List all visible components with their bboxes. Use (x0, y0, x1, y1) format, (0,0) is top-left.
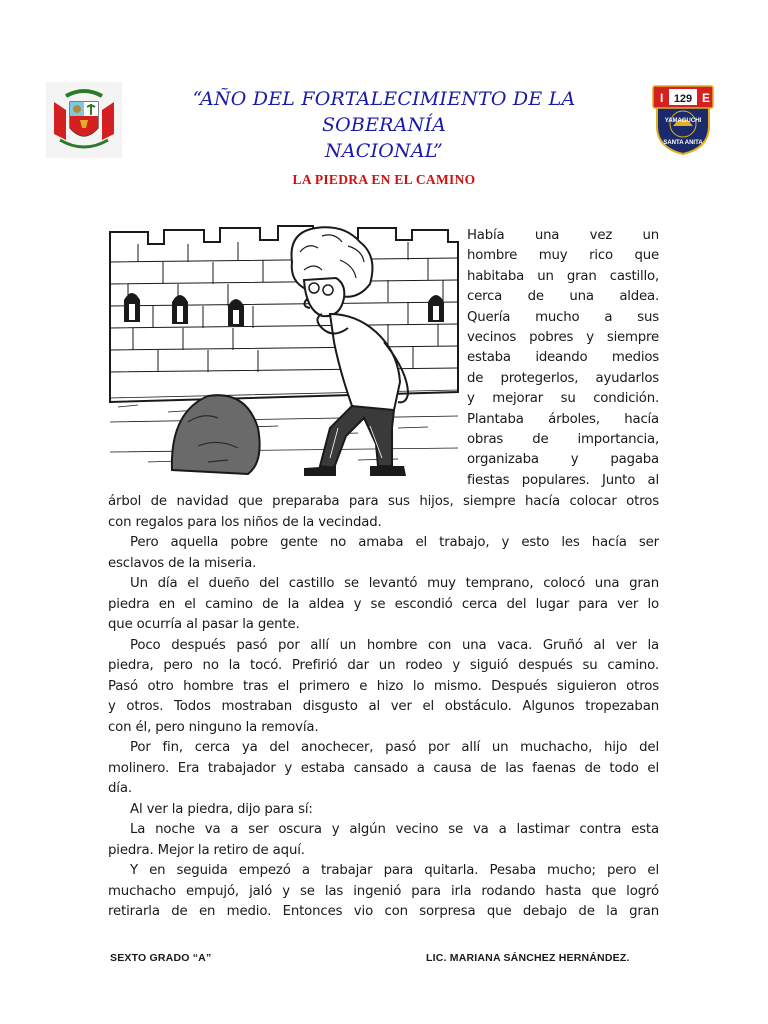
footer-teacher: LIC. MARIANA SÁNCHEZ HERNÁNDEZ. (426, 952, 630, 964)
body-text-line: La noche va a ser oscura y algún vecino se va a lastimar contra esta (130, 822, 659, 837)
side-text-line: estaba ideando medios (467, 350, 659, 366)
side-text-line: y mejorar su condición. (467, 391, 659, 407)
footer-grade: SEXTO GRADO “A” (110, 952, 212, 964)
side-text-line: habitaba un gran castillo, (467, 268, 659, 284)
body-text-line: molinero. Era trabajador y estaba cansado a causa de las faenas de todo el (108, 760, 659, 776)
motto-line-2: NACIONAL” (325, 140, 443, 162)
body-text-line: muchacho empujó, jaló y se las ingenió para irla rodando hasta que logró (108, 883, 659, 899)
body-text-line: con regalos para los niños de la vecindad. (108, 514, 382, 530)
body-text-line: Y en seguida empezó a trabajar para quitarla. Pesaba mucho; pero el (130, 863, 659, 878)
body-text-line: día. (108, 781, 132, 796)
body-text-line: retirarla de en medio. Entonces vio con sorpresa que debajo de la gran (108, 904, 659, 919)
body-text-line: Por fin, cerca ya del anochecer, pasó por allí un muchacho, hijo del (130, 740, 659, 755)
body-text-line: Pasó otro hombre tras el primero e hizo lo mismo. Después siguieron otros (108, 678, 659, 694)
body-text-line: piedra en el camino de la aldea y se escondió cerca del lugar para ver lo (108, 596, 659, 612)
body-text-line: Un día el dueño del castillo se levantó muy temprano, colocó una gran (130, 576, 659, 591)
body-text-line: árbol de navidad que preparaba para sus hijos, siempre hacía colocar otros (108, 494, 659, 509)
crest-letter-left: I (660, 91, 664, 105)
body-text-line: que ocurría al pasar la gente. (108, 617, 300, 632)
crest-place: SANTA ANITA (663, 140, 703, 146)
side-text-line: cerca de una aldea. (467, 289, 659, 305)
school-crest-icon (647, 82, 719, 156)
motto-line-1: “AÑO DEL FORTALECIMIENTO DE LA SOBERANÍA (192, 88, 576, 136)
body-text-line: Pero aquella pobre gente no amaba el trabajo, y esto les hacía ser (130, 535, 659, 550)
stone-on-path-illustration (108, 222, 460, 484)
crest-name: YAMAGUCHI (664, 118, 702, 124)
story-body (108, 492, 659, 923)
body-text-line: Al ver la piedra, dijo para sí: (130, 801, 313, 817)
page-title: LA PIEDRA EN EL CAMINO (292, 172, 476, 187)
body-text-line: y otros. Todos mostraban disgusto al ver el obstáculo. Algunos tropezaban (108, 699, 659, 714)
side-text-line: hombre muy rico que (467, 248, 659, 264)
crest-letter-right: E (702, 91, 711, 105)
side-text-line: de protegerlos, ayudarlos (467, 370, 659, 386)
motto (130, 86, 638, 164)
side-text-line: organizaba y pagaba (467, 452, 659, 468)
body-text-line: esclavos de la miseria. (108, 555, 257, 571)
body-text-line: piedra. Mejor la retiro de aquí. (108, 842, 305, 858)
side-text-line: obras de importancia, (467, 432, 659, 448)
side-text-line: fiestas populares. Junto al (467, 472, 659, 488)
body-text-line: Poco después pasó por allí un hombre con una vaca. Gruñó al ver la (130, 637, 659, 653)
crest-number: 129 (673, 93, 693, 105)
side-text-line: Quería mucho a sus (467, 309, 659, 325)
body-text-line: con él, pero ninguno la removía. (108, 719, 319, 735)
body-text-line: piedra, pero no la tocó. Prefirió dar un rodeo y siguió después su camino. (108, 658, 659, 673)
side-text-line: vecinos pobres y siempre (467, 330, 659, 346)
side-text-line: Plantaba árboles, hacía (467, 411, 659, 427)
peru-coat-of-arms-icon (46, 82, 122, 158)
side-text-line: Había una vez un (467, 228, 659, 243)
side-paragraph (467, 226, 659, 491)
